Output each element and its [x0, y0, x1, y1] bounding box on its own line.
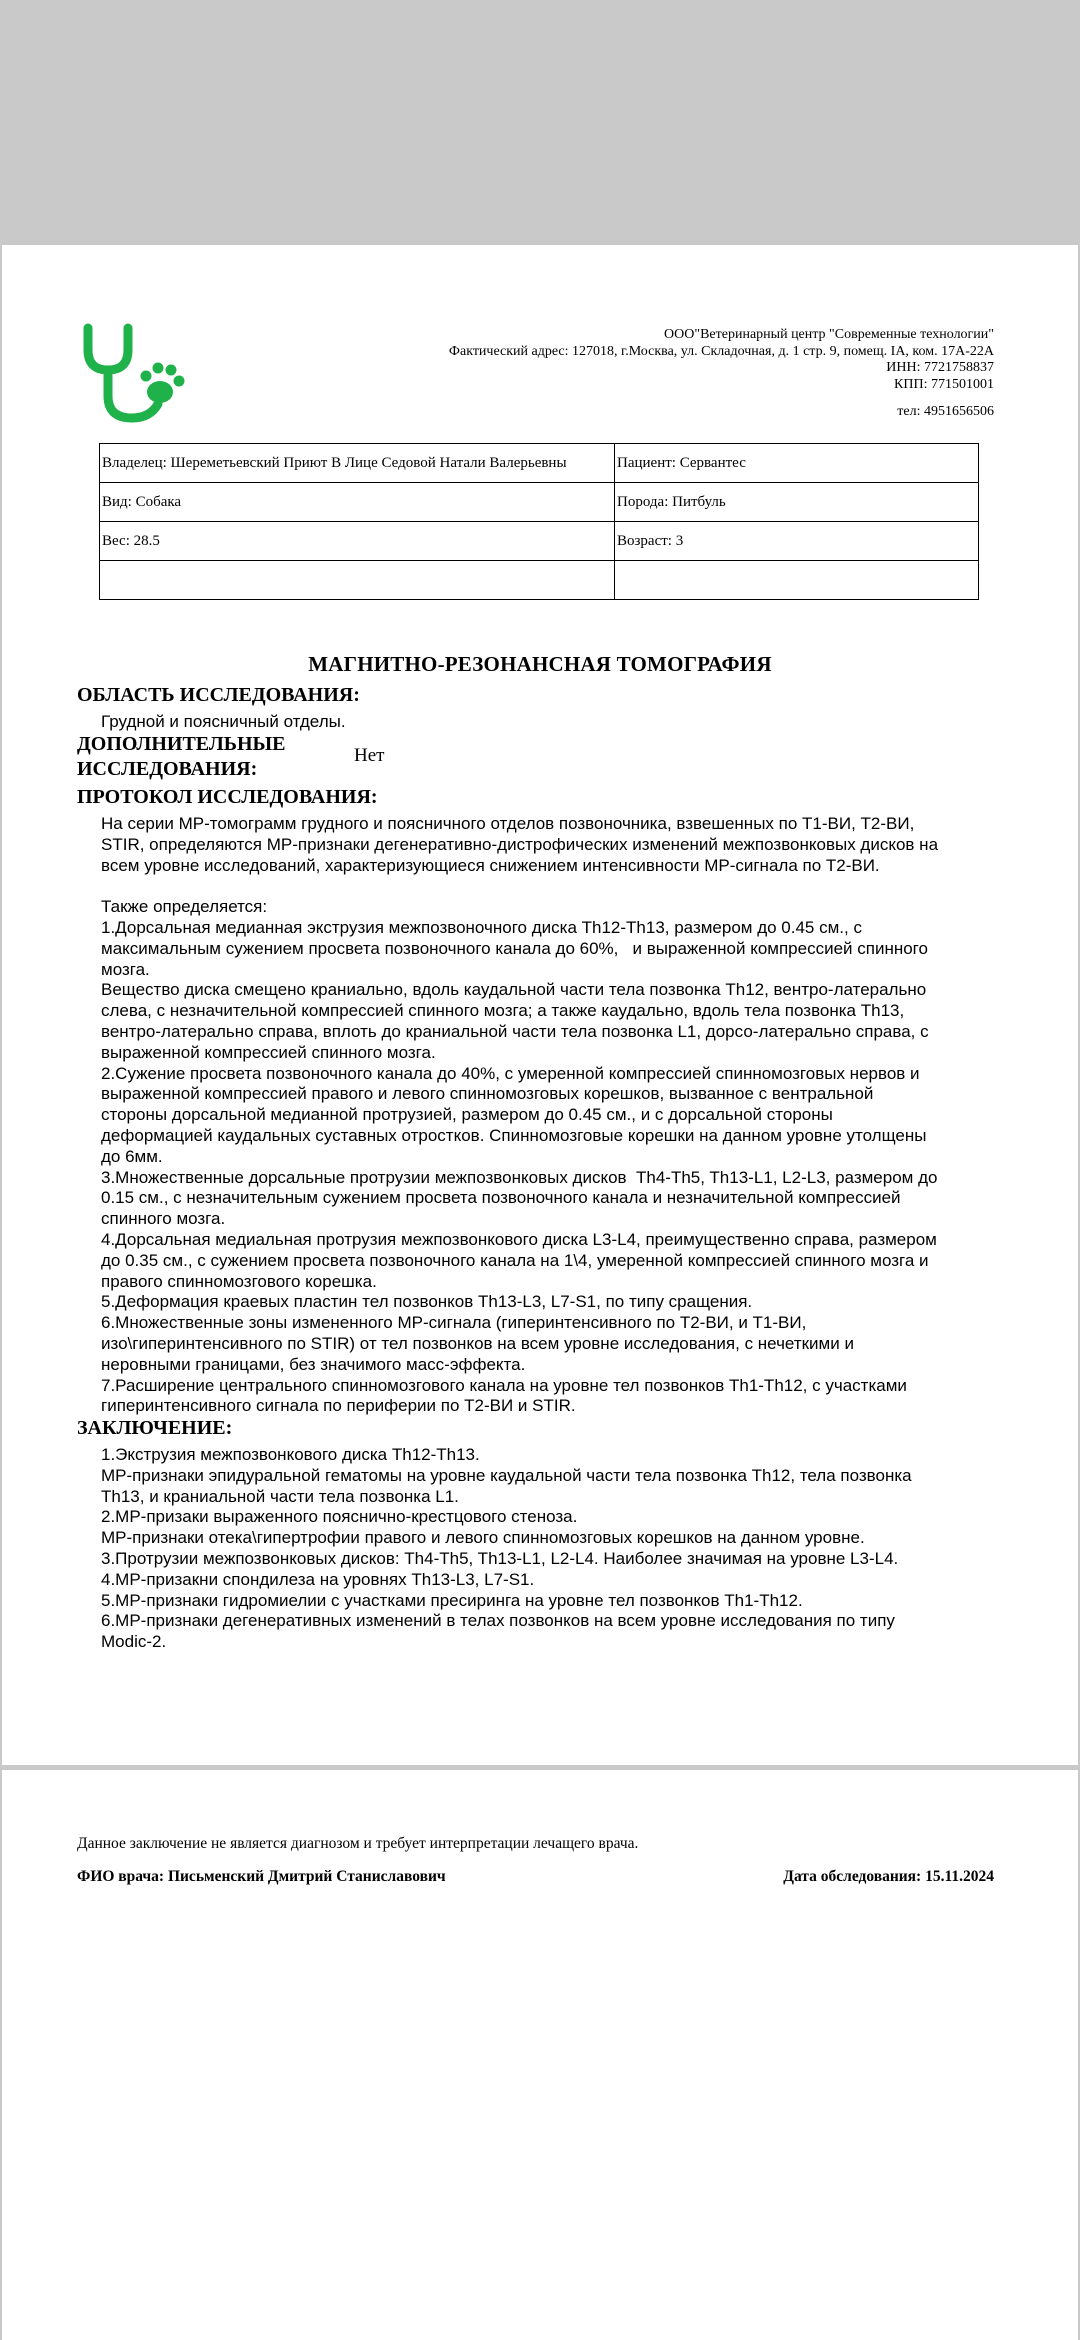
org-inn: ИНН: 7721758837 [886, 360, 994, 375]
protocol-line: 0.15 см., с незначительным сужением просвета позвоночного канала и незначительной компрессией [101, 1188, 901, 1208]
extra-value: Нет [354, 745, 385, 766]
protocol-line: STIR, определяются МР-признаки дегенеративно-дистрофических изменений межпозвонковых дисков на [101, 834, 939, 854]
exam-date: Дата обследования: 15.11.2024 [783, 1868, 994, 1885]
protocol-line: выраженной компрессией правого и левого спинномозговых корешков, вызванное с вентральной [101, 1084, 874, 1104]
weight-cell: Вес: 28.5 [100, 522, 615, 561]
disclaimer-note: Данное заключение не является диагнозом и требует интерпретации лечащего врача. [77, 1835, 639, 1852]
org-phone: тел: 4951656506 [897, 404, 994, 419]
conclusion-line: Th13, и краниальной части тела позвонка L1. [101, 1486, 459, 1506]
organization-info [294, 327, 994, 421]
table-row [100, 522, 979, 561]
protocol-line: 4.Дорсальная медиальная протрузия межпозвонкового диска L3-L4, преимущественно справа, размером [101, 1229, 937, 1249]
org-kpp: КПП: 771501001 [894, 376, 994, 392]
stethoscope-paw-logo-icon [80, 318, 192, 428]
table-row [100, 561, 979, 600]
protocol-line: Также определяется: [101, 897, 268, 917]
protocol-line: слева, с незначительной компрессией спинного мозга; а также каудально, вдоль тела позвонка Th13, [101, 1001, 905, 1021]
species-cell: Вид: Собака [100, 483, 615, 522]
conclusion-line: МР-признаки эпидуральной гематомы на уровне каудальной части тела позвонка Th12, тела позвонка [101, 1465, 912, 1485]
protocol-line: 6.Множественные зоны измененного МР-сигнала (гиперинтенсивного по Т2-ВИ, и Т1-ВИ, [101, 1313, 807, 1333]
protocol-line: стороны дорсальной медианной протрузией, размером до 0.45 см., и с дорсальной стороны [101, 1105, 833, 1125]
patient-cell: Пациент: Сервантес [615, 444, 979, 483]
conclusion-line: 6.МР-признаки дегенеративных изменений в телах позвонков на всем уровне исследования по типу [101, 1611, 895, 1631]
org-address: Фактический адрес: 127018, г.Москва, ул. Складочная, д. 1 стр. 9, помещ. IA, ком. 17А-22А [448, 343, 994, 359]
protocol-line: 5.Деформация краевых пластин тел позвонков Th13-L3, L7-S1, по типу сращения. [101, 1292, 753, 1312]
protocol-text [101, 814, 1001, 1417]
extra-heading-line2: ИССЛЕДОВАНИЯ: [77, 758, 258, 780]
breed-cell: Порода: Питбуль [615, 483, 979, 522]
empty-cell-left [100, 561, 615, 600]
protocol-line: Вещество диска смещено краниально, вдоль каудальной части тела позвонка Th12, вентро-латерально [101, 980, 927, 1000]
area-heading: ОБЛАСТЬ ИССЛЕДОВАНИЯ: [77, 684, 360, 706]
protocol-line: спинного мозга. [101, 1209, 226, 1229]
conclusion-line: 4.МР-призакни спондилеза на уровнях Th13-L3, L7-S1. [101, 1569, 535, 1589]
table-row [100, 483, 979, 522]
protocol-line: неровными границами, без значимого масс-эффекта. [101, 1354, 526, 1374]
doctor-name: ФИО врача: Письменский Дмитрий Станиславович [77, 1868, 446, 1885]
owner-cell: Владелец: Шереметьевский Приют В Лице Седовой Натали Валерьевны [100, 444, 615, 483]
protocol-line: до 6мм. [101, 1146, 163, 1166]
protocol-line: изо\гиперинтенсивного по STIR) от тел позвонков на всем уровне исследования, с нечеткими и [101, 1333, 854, 1353]
conclusion-line: 3.Протрузии межпозвонковых дисков: Th4-Th5, Th13-L1, L2-L4. Наиболее значимая на уровне L3-L4. [101, 1548, 899, 1568]
document-title: МАГНИТНО-РЕЗОНАНСНАЯ ТОМОГРАФИЯ [308, 652, 772, 676]
conclusion-line: 5.МР-признаки гидромиелии с участками пресиринга на уровне тел позвонков Th1-Th12. [101, 1590, 803, 1610]
protocol-line: мозга. [101, 959, 150, 979]
protocol-line: 7.Расширение центрального спинномозгового канала на уровне тел позвонков Th1-Th12, с участками [101, 1375, 907, 1395]
protocol-heading: ПРОТОКОЛ ИССЛЕДОВАНИЯ: [77, 786, 378, 808]
protocol-line: до 0.35 см., с сужением просвета позвоночного канала на 1\4, умеренной компрессией спинного мозга и [101, 1250, 929, 1270]
extra-heading [77, 732, 286, 782]
protocol-line: выраженной компрессией спинного мозга. [101, 1042, 436, 1062]
conclusion-heading: ЗАКЛЮЧЕНИЕ: [77, 1417, 233, 1439]
protocol-line: вентро-латерально справа, вплоть до краниальной части тела позвонка L1, дорсо-латерально справа, с [101, 1021, 929, 1041]
protocol-line: На серии МР-томограмм грудного и поясничного отделов позвоночника, взвешенных по Т1-ВИ, Т2-ВИ, [101, 814, 915, 833]
conclusion-line: 1.Экструзия межпозвонкового диска Th12-Th13. [101, 1445, 480, 1464]
table-row [100, 444, 979, 483]
extra-heading-line1: ДОПОЛНИТЕЛЬНЫЕ [77, 733, 286, 755]
empty-cell-right [615, 561, 979, 600]
protocol-line [101, 876, 1001, 897]
patient-info-table [99, 443, 979, 600]
protocol-line: правого спинномозгового корешка. [101, 1271, 377, 1291]
conclusion-line: Modic-2. [101, 1632, 167, 1652]
area-text: Грудной и поясничный отделы. [101, 712, 346, 731]
protocol-line: 3.Множественные дорсальные протрузии межпозвонковых дисков Th4-Th5, Th13-L1, L2-L3, размером до [101, 1167, 938, 1187]
document-page-2 [2, 1770, 1078, 2340]
conclusion-text [101, 1445, 1001, 1653]
protocol-line: деформацией каудальных суставных отростков. Спинномозговые корешки на данном уровне утолщены [101, 1125, 927, 1145]
protocol-line: гиперинтенсивного сигнала по периферии по Т2-ВИ и STIR. [101, 1396, 576, 1416]
protocol-line: всем уровне исследований, характеризующиеся снижением интенсивности МР-сигнала по Т2-ВИ. [101, 855, 880, 875]
protocol-line: 2.Сужение просвета позвоночного канала до 40%, с умеренной компрессией спинномозговых нервов и [101, 1063, 920, 1083]
conclusion-line: МР-признаки отека\гипертрофии правого и левого спинномозговых корешков на данном уровне. [101, 1528, 865, 1548]
age-cell: Возраст: 3 [615, 522, 979, 561]
protocol-line: максимальным сужением просвета позвоночного канала до 60%, и выраженной компрессией спинного [101, 938, 928, 958]
org-name: ООО"Ветеринарный центр "Современные технологии" [664, 327, 994, 342]
protocol-line: 1.Дорсальная медианная экструзия межпозвоночного диска Th12-Th13, размером до 0.45 см., с [101, 917, 862, 937]
viewer-background [0, 0, 1080, 245]
conclusion-line: 2.МР-призаки выраженного пояснично-крестцового стеноза. [101, 1507, 578, 1527]
